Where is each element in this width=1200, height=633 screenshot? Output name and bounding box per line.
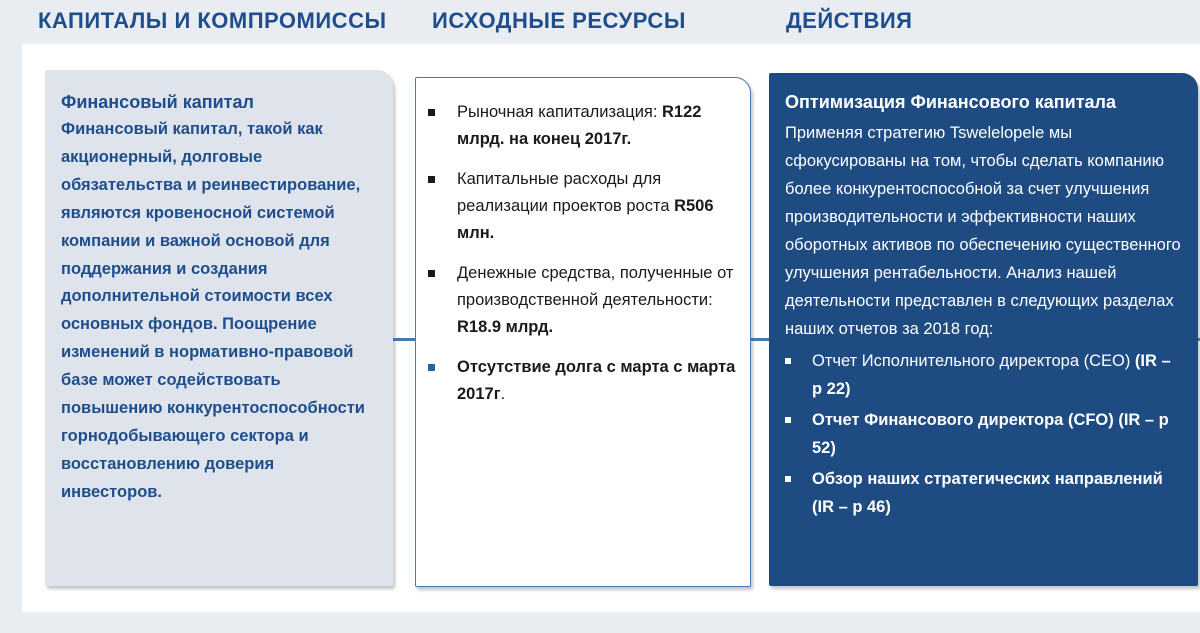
- financial-capital-title: Финансовый капитал: [61, 92, 254, 112]
- input-resources-card: [415, 77, 751, 587]
- list-item: Обзор наших стратегических направлений (IR – p 46): [785, 465, 1182, 521]
- column-headers: [0, 0, 1200, 44]
- square-bullet-icon: [785, 417, 791, 423]
- actions-title: Оптимизация Финансового капитала: [785, 92, 1116, 112]
- header-actions: ДЕЙСТВИЯ: [786, 8, 913, 33]
- square-bullet-icon: [785, 476, 791, 482]
- list-item: Рыночная капитализация: R122 млрд. на конец 2017г.: [428, 99, 736, 153]
- actions-card: [769, 73, 1198, 586]
- financial-capital-description: Финансовый капитал, такой как акционерный, долговые обязательства и реинвестирование, являются кровеносной системой компании и важной основой для поддержания и создания дополнительной стоимости всех основных фондов. Поощрение изменений в нормативно-правовой базе может содействовать повышению конкурентоспособности горнодобывающего сектора и восстановлению доверия инвесторов.: [61, 120, 365, 501]
- list-item: Денежные средства, полученные от производственной деятельности: R18.9 млрд.: [428, 260, 736, 341]
- square-bullet-icon: [428, 270, 435, 277]
- list-item: Отчет Исполнительного директора (CEO) (IR – p 22): [785, 347, 1182, 403]
- list-item: Отчет Финансового директора (CFO) (IR – p 52): [785, 406, 1182, 462]
- header-resources: ИСХОДНЫЕ РЕСУРСЫ: [432, 8, 686, 33]
- resources-list: [428, 99, 736, 408]
- list-item: Отсутствие долга с марта с марта 2017г.: [428, 354, 736, 408]
- connector-left: [392, 338, 416, 341]
- square-bullet-icon: [428, 109, 435, 116]
- list-item: Капитальные расходы для реализации проектов роста R506 млн.: [428, 166, 736, 247]
- reports-list: [785, 347, 1182, 521]
- square-bullet-icon: [428, 364, 435, 371]
- actions-description: Применяя стратегию Tswelelopele мы сфокусированы на том, чтобы сделать компанию более конкурентоспособной за счет улучшения производительности и эффективности наших оборотных активов по обеспечению существенного улучшения рентабельности. Анализ нашей деятельности представлен в следующих разделах наших отчетов за 2018 год:: [785, 124, 1181, 338]
- square-bullet-icon: [785, 358, 791, 364]
- square-bullet-icon: [428, 176, 435, 183]
- financial-capital-card: [45, 70, 393, 586]
- header-capitals: КАПИТАЛЫ И КОМПРОМИССЫ: [38, 8, 387, 33]
